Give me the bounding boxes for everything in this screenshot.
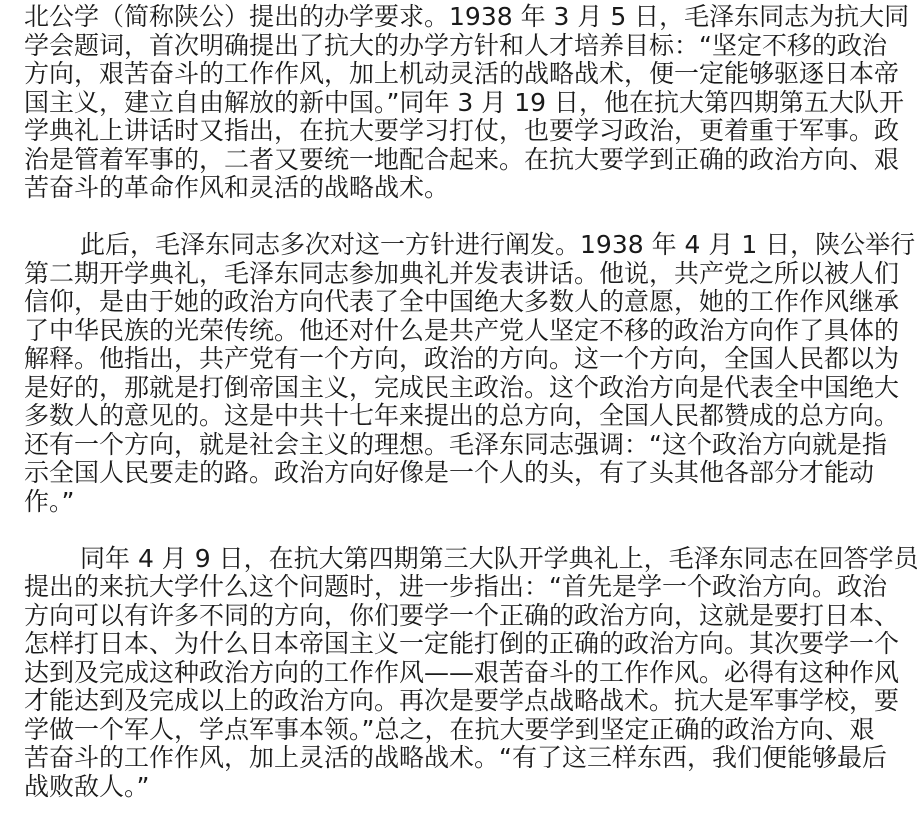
text-line: 第二期开学典礼，毛泽东同志参加典礼并发表讲话。他说，共产党之所以被人们	[24, 258, 900, 288]
text-line: 方向，艰苦奋斗的工作作风，加上机动灵活的战略战术，便一定能够驱逐日本帝	[24, 59, 900, 88]
text-line: 了中华民族的光荣传统。他还对什么是共产党人坚定不移的政治方向作了具体的	[24, 315, 900, 345]
text-line: 此后，毛泽东同志多次对这一方针进行阐发。1938 年 4 月 1 日，陕公举行	[80, 230, 916, 259]
text-line: 国主义，建立自由解放的新中国。”同年 3 月 19 日，他在抗大第四期第五大队开	[24, 87, 904, 117]
paragraph	[24, 230, 916, 516]
text-line: 是好的，那就是打倒帝国主义，完成民主政治。这个政治方向是代表全中国绝大	[24, 372, 900, 402]
text-line: 学典礼上讲话时又指出，在抗大要学习打仗，也要学习政治，更着重于军事。政	[24, 116, 900, 145]
document-page	[24, 2, 919, 830]
text-line: 解释。他指出，共产党有一个方向，政治的方向。这一个方向，全国人民都以为	[24, 344, 900, 373]
text-line: 才能达到及完成以上的政治方向。再次是要学点战略战术。抗大是军事学校，要	[24, 686, 900, 715]
text-line: 多数人的意见的。这是中共十七年来提出的总方向，全国人民都赞成的总方向。	[24, 401, 900, 430]
text-line: 示全国人民要走的路。政治方向好像是一个人的头，有了头其他各部分才能动	[24, 458, 875, 487]
text-line: 方向可以有许多不同的方向，你们要学一个正确的政治方向，这就是要打日本、	[24, 600, 900, 630]
text-line: 苦奋斗的工作作风，加上灵活的战略战术。“有了这三样东西，我们便能够最后	[24, 743, 887, 772]
text-line: 北公学（简称陕公）提出的办学要求。1938 年 3 月 5 日，毛泽东同志为抗大同	[24, 2, 910, 31]
paragraph	[24, 2, 910, 203]
text-line: 达到及完成这种政治方向的工作作风——艰苦奋斗的工作作风。必得有这种作风	[24, 657, 900, 687]
text-line: 同年 4 月 9 日，在抗大第四期第三大队开学典礼上，毛泽东同志在回答学员	[80, 543, 919, 573]
text-line: 学做一个军人，学点军事本领。”总之，在抗大要学到坚定正确的政治方向、艰	[24, 714, 875, 744]
text-line: 苦奋斗的革命作风和灵活的战略战术。	[24, 173, 450, 202]
text-line: 战败敌人。”	[24, 771, 150, 801]
text-line: 提出的来抗大学什么这个问题时，进一步指出：“首先是学一个政治方向。政治	[24, 572, 887, 601]
text-line: 信仰，是由于她的政治方向代表了全中国绝大多数人的意愿，她的工作作风继承	[24, 287, 900, 316]
paragraph	[24, 543, 919, 802]
text-line: 还有一个方向，就是社会主义的理想。毛泽东同志强调：“这个政治方向就是指	[24, 429, 887, 459]
text-line: 学会题词，首次明确提出了抗大的办学方针和人才培养目标：“坚定不移的政治	[24, 30, 887, 60]
text-line: 作。”	[24, 486, 75, 516]
text-line: 怎样打日本、为什么日本帝国主义一定能打倒的正确的政治方向。其次要学一个	[24, 629, 900, 658]
text-line: 治是管着军事的，二者又要统一地配合起来。在抗大要学到正确的政治方向、艰	[24, 144, 900, 174]
